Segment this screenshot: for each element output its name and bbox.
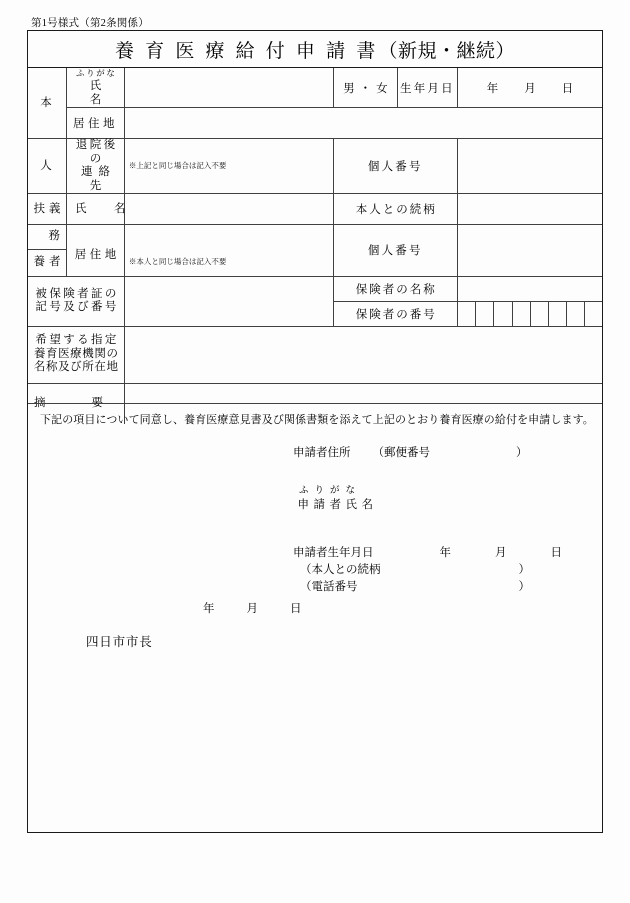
row-principal-contact [28,139,602,194]
label-institution-l1: 希望する指定 [35,334,119,347]
insurer-number-cell-6[interactable] [548,301,566,326]
form-frame [27,30,603,833]
label-institution-l2: 養育医療機関の [33,347,119,360]
category-principal-line2: 人 [40,159,54,172]
input-insurer-name[interactable] [457,276,602,301]
cell-category-supporter-3 [28,249,67,276]
insurer-number-cell-2[interactable] [476,301,494,326]
form-title [115,36,515,63]
label-applicant-furigana: ふりがな [299,486,362,496]
applicant-birth-year: 年 [439,547,451,559]
insurer-number-cell-7[interactable] [567,301,585,326]
insurer-number-cell-1[interactable] [457,301,475,326]
cell-category-principal-top [28,68,67,139]
label-principal-mynumber: 個人番号 [333,139,457,194]
input-principal-name[interactable] [124,68,333,108]
label-insurer-number: 保険者の番号 [333,301,457,326]
input-supporter-mynumber[interactable] [457,225,602,277]
birth-day-unit: 日 [561,82,574,95]
label-supporter-relation: 本人との続柄 [333,194,457,225]
cell-label-supporter-residence-top [67,225,125,250]
label-principal-furigana: ふりがな [76,68,117,78]
label-insurance-cert-l1: 被保険者証の [35,287,119,300]
label-supporter-name-text: 氏 名 [75,203,134,215]
label-principal-residence: 居住地 [67,108,125,139]
row-principal-name [28,68,602,108]
declaration-area [28,403,602,832]
insurer-number-cell-4[interactable] [512,301,530,326]
row-institution [28,326,602,383]
label-supporter-residence [67,249,125,276]
form-number-label: 第1号様式（第2条関係） [31,18,149,29]
input-supporter-name[interactable] [124,194,333,225]
category-supporter-line1: 扶義 [33,202,65,215]
label-applicant-address: 申請者住所 [293,447,351,459]
input-supporter-residence[interactable] [124,249,333,276]
row-supporter-name [28,194,602,225]
category-supporter-line2: 務 [48,230,63,243]
input-supporter-relation[interactable] [457,194,602,225]
applicant-birth-line [293,544,562,560]
label-remarks-text: 摘 要 [34,396,103,409]
label-supporter-residence-text: 居住地 [74,249,120,261]
input-principal-birth[interactable] [457,68,602,108]
label-principal-name: 氏 名 [89,80,129,106]
sign-date-day: 日 [290,603,302,615]
label-institution-l3: 名称及び所在地 [33,361,119,374]
label-applicant-birth: 申請者生年月日 [293,547,374,559]
label-applicant-relation-close: ） [518,564,530,576]
row-supporter-mid [28,225,602,250]
note-principal-contact: ※上記と同じ場合は記入不要 [128,161,227,170]
label-applicant-tel-close: ） [518,581,530,593]
signature-date-line [203,600,302,616]
label-insurance-cert-l2: 記号及び番号 [35,301,119,313]
form-title-band [28,31,602,68]
label-institution [28,326,124,383]
addressee-label: 四日市市長 [86,635,153,649]
input-principal-residence[interactable] [124,108,602,139]
form-title-main: 養 育 医 療 給 付 申 請 書 [115,40,379,62]
input-insurance-cert[interactable] [124,276,333,326]
form-grid [28,68,602,424]
declaration-text: 下記の項目について同意し、養育医療意見書及び関係書類を添えて上記のとおり養育医療の給付を申請します。 [40,414,594,426]
label-supporter-mynumber: 個人番号 [333,225,457,277]
cell-label-principal-name [67,68,129,108]
applicant-birth-month: 月 [495,547,507,559]
sign-date-month: 月 [246,603,258,615]
input-principal-mynumber[interactable] [457,139,602,194]
sex-female[interactable]: 女 [376,82,388,95]
insurer-number-cell-8[interactable] [585,301,602,326]
label-postal-open: （郵便番号 [372,447,430,459]
sign-date-year: 年 [203,603,215,615]
input-principal-contact[interactable] [124,139,333,194]
category-supporter-line3: 養者 [33,256,65,268]
insurer-number-cell-3[interactable] [494,301,512,326]
cell-supporter-residence-top [124,225,333,250]
form-title-suffix: （新規・継続） [378,40,515,62]
applicant-address-line [293,444,528,460]
cell-label-principal-contact [67,139,125,194]
label-principal-contact-l1: 退院後の [75,139,118,165]
row-principal-residence [28,108,602,139]
cell-category-supporter-1 [28,194,67,225]
label-principal-contact-l2: 連絡先 [80,166,116,192]
label-insurer-name: 保険者の名称 [333,276,457,301]
label-postal-close: ） [516,447,528,459]
label-applicant-tel: （電話番号 [300,581,358,593]
birth-year-unit: 年 [486,82,499,95]
applicant-relation-line [300,561,530,577]
input-institution[interactable] [124,326,602,383]
applicant-tel-line [300,578,530,594]
label-supporter-name [67,194,134,225]
label-insurance-cert [28,276,124,326]
cell-category-principal-bottom [28,139,67,194]
category-principal-line1: 本 [40,96,54,109]
applicant-name-block [293,484,378,513]
applicant-birth-day: 日 [550,547,562,559]
row-insurance-cert [28,276,602,301]
cell-category-supporter-2 [28,225,67,250]
insurer-number-cell-5[interactable] [530,301,548,326]
label-principal-birth: 生年月日 [397,68,457,108]
label-applicant-name: 申請者氏名 [297,499,378,511]
label-principal-sex: 男 ・ 女 [333,68,397,108]
sex-male[interactable]: 男 [343,82,355,95]
birth-month-unit: 月 [524,82,536,95]
note-supporter-residence: ※本人と同じ場合は記入不要 [128,257,227,267]
label-applicant-relation: （本人との続柄 [300,564,381,576]
